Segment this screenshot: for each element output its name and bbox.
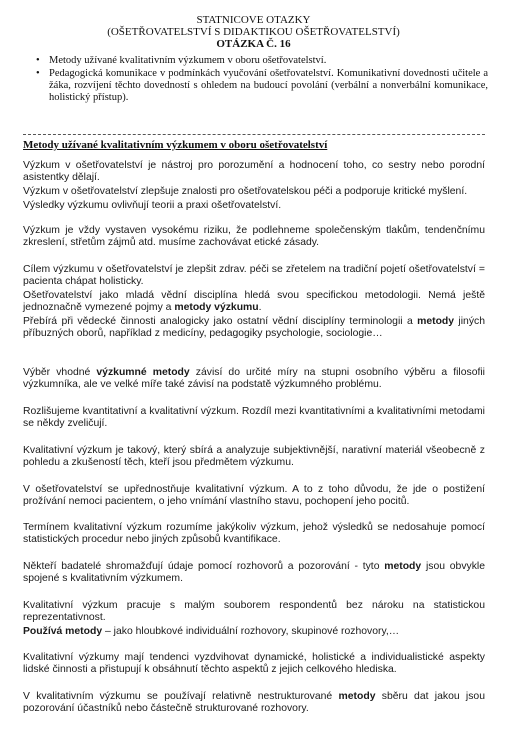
bullet-icon: •: [36, 55, 40, 66]
document-page: STATNICOVE OTAZKY (OŠETŘOVATELSTVÍ S DIDAKTIKOU OŠETŘOVATELSTVÍ) OTÁZKA Č. 16 • Metody užívané kvalitativním výzkumem v oboru ošetřovatelství. • Pedagogická komunikace v podmínkách vyučování ošetřovatelství. Komunikativní dovednosti učitele a žáka, rozvíjení těchto dovedností s ohledem na budoucí povolání (verbální a nonverbální komunikace, holistický přístup). Metody užívané kvalitativním výzkumem v oboru ošetřovatelství Výzkum v ošetřovatelství je nástroj pro porozumění a hodnocení toho, co sestry nebo porodní asistentky dělají. Výzkum v ošetřovatelství zlepšuje znalosti pro ošetřovatelskou péči a podporuje kritické myšlení. Výsledky výzkumu ovlivňují teorii a praxi ošetřovatelství. Výzkum je vždy vystaven vysokému riziku, že podlehneme společenským tlakům, tendenčnímu zkreslení, střetům zájmů atd. musíme zachovávat etické zásady. Cílem výzkumu v ošetřovatelství je zlepšit zdrav. péči se zřetelem na tradiční pojetí ošetřovatelství = pacienta chápat holisticky. Ošetřovatelství jako mladá vědní disciplína hledá svou specifickou metodologii. Nemá ještě jednoznačně vymezené pojmy a metody výzkumu. Přebírá při vědecké činnosti analogicky jako ostatní vědní disciplíny terminologii a metody jiných příbuzných oborů, například z medicíny, pedagogiky psychologie, sociologie… Výběr vhodné výzkumné metody závisí do určité míry na stupni osobního výběru a filosofii výzkumníka, ale ve velké míře také závisí na podstatě výzkumného problému. Rozlišujeme kvantitativní a kvalitativní výzkum. Rozdíl mezi kvantitativními a kvalitativními metodami se někdy zveličují. Kvalitativní výzkum je takový, který sbírá a analyzuje subjektivnější, narativní materiál všeobecně z pohledu a zkušeností těch, kteří jsou předmětem výzkumu. V ošetřovatelství se upřednostňuje kvalitativní výzkum. A to z toho důvodu, že jde o postižení prožívání nemoci pacientem, o jeho vnímání vlastního stavu, pochopení jeho pocitů. Termínem kvalitativní výzkum rozumíme jakýkoliv výzkum, jehož výsledků se nedosahuje pomocí statistických procedur nebo jiných způsobů kvantifikace. Někteří badatelé shromažďují údaje pomocí rozhovorů a pozorování - tyto metody jsou obvykle spojené s kvalitativním výzkumem. Kvalitativní výzkum pracuje s malým souborem respondentů bez nároku na statistickou reprezentativnost. Používá metody – jako hloubkové individuální rozhovory, skupinové rozhovory,… Kvalitativní výzkumy mají tendenci vyzdvihovat dynamické, holistické a individualistické aspekty lidské činnosti a přistupují k obsáhnutí těchto aspektů z jejich celkového hlediska. V kvalitativním výzkumu se používají relativně nestrukturované metody sběru dat jakou jsou pozorování účastníků nebo částečně strukturované rozhovory.: [0, 0, 507, 741]
paragraph: Cílem výzkumu v ošetřovatelství je zlepšit zdrav. péči se zřetelem na tradiční pojetí ošetřovatelství = pacienta chápat holisticky.: [23, 264, 485, 287]
paragraph: Rozlišujeme kvantitativní a kvalitativní výzkum. Rozdíl mezi kvantitativními a kvalitativními metodami se někdy zveličují.: [23, 406, 485, 429]
paragraph: Někteří badatelé shromažďují údaje pomocí rozhovorů a pozorování - tyto metody jsou obvykle spojené s kvalitativním výzkumem.: [23, 561, 485, 584]
paragraph: Kvalitativní výzkum je takový, který sbírá a analyzuje subjektivnější, narativní materiál všeobecně z pohledu a zkušeností těch, kteří jsou předmětem výzkumu.: [23, 445, 485, 468]
paragraph: Ošetřovatelství jako mladá vědní disciplína hledá svou specifickou metodologii. Nemá ještě jednoznačně vymezené pojmy a metody výzkumu.: [23, 290, 485, 313]
paragraph: Kvalitativní výzkum pracuje s malým souborem respondentů bez nároku na statistickou reprezentativnost.: [23, 600, 485, 623]
bullet-icon: •: [36, 68, 40, 79]
paragraph: Přebírá při vědecké činnosti analogicky jako ostatní vědní disciplíny terminologii a metody jiných příbuzných oborů, například z medicíny, pedagogiky psychologie, sociologie…: [23, 316, 485, 339]
paragraph: Termínem kvalitativní výzkum rozumíme jakýkoliv výzkum, jehož výsledků se nedosahuje pomocí statistických procedur nebo jiných způsobů kvantifikace.: [23, 522, 485, 545]
paragraph: Výzkum v ošetřovatelství je nástroj pro porozumění a hodnocení toho, co sestry nebo porodní asistentky dělají.: [23, 160, 485, 183]
paragraph: Používá metody – jako hloubkové individuální rozhovory, skupinové rozhovory,…: [23, 626, 400, 637]
paragraph: Výzkum v ošetřovatelství zlepšuje znalosti pro ošetřovatelskou péči a podporuje kritické myšlení.: [23, 186, 468, 197]
doc-title: STATNICOVE OTAZKY: [196, 14, 311, 26]
paragraph: Výzkum je vždy vystaven vysokému riziku, že podlehneme společenským tlakům, tendenčnímu zkreslení, střetům zájmů atd. musíme zachovávat etické zásady.: [23, 225, 485, 248]
paragraph: V ošetřovatelství se upřednostňuje kvalitativní výzkum. A to z toho důvodu, že jde o postižení prožívání nemoci pacientem, o jeho vnímání vlastního stavu, pochopení jeho pocitů.: [23, 484, 485, 507]
paragraph: Výsledky výzkumu ovlivňují teorii a praxi ošetřovatelství.: [23, 200, 282, 211]
doc-subtitle: (OŠETŘOVATELSTVÍ S DIDAKTIKOU OŠETŘOVATELSTVÍ): [107, 26, 400, 38]
dashed-divider: [23, 134, 485, 135]
paragraph: Výběr vhodné výzkumné metody závisí do určité míry na stupni osobního výběru a filosofii výzkumníka, ale ve velké míře také závisí na podstatě výzkumného problému.: [23, 367, 485, 390]
question-number: OTÁZKA Č. 16: [216, 38, 291, 50]
paragraph: Kvalitativní výzkumy mají tendenci vyzdvihovat dynamické, holistické a individualistické aspekty lidské činnosti a přistupují k obsáhnutí těchto aspektů z jejich celkového hlediska.: [23, 652, 485, 675]
paragraph: V kvalitativním výzkumu se používají relativně nestrukturované metody sběru dat jakou jsou pozorování účastníků nebo částečně strukturované rozhovory.: [23, 691, 485, 714]
section-heading: Metody užívané kvalitativním výzkumem v oboru ošetřovatelství: [23, 139, 328, 151]
